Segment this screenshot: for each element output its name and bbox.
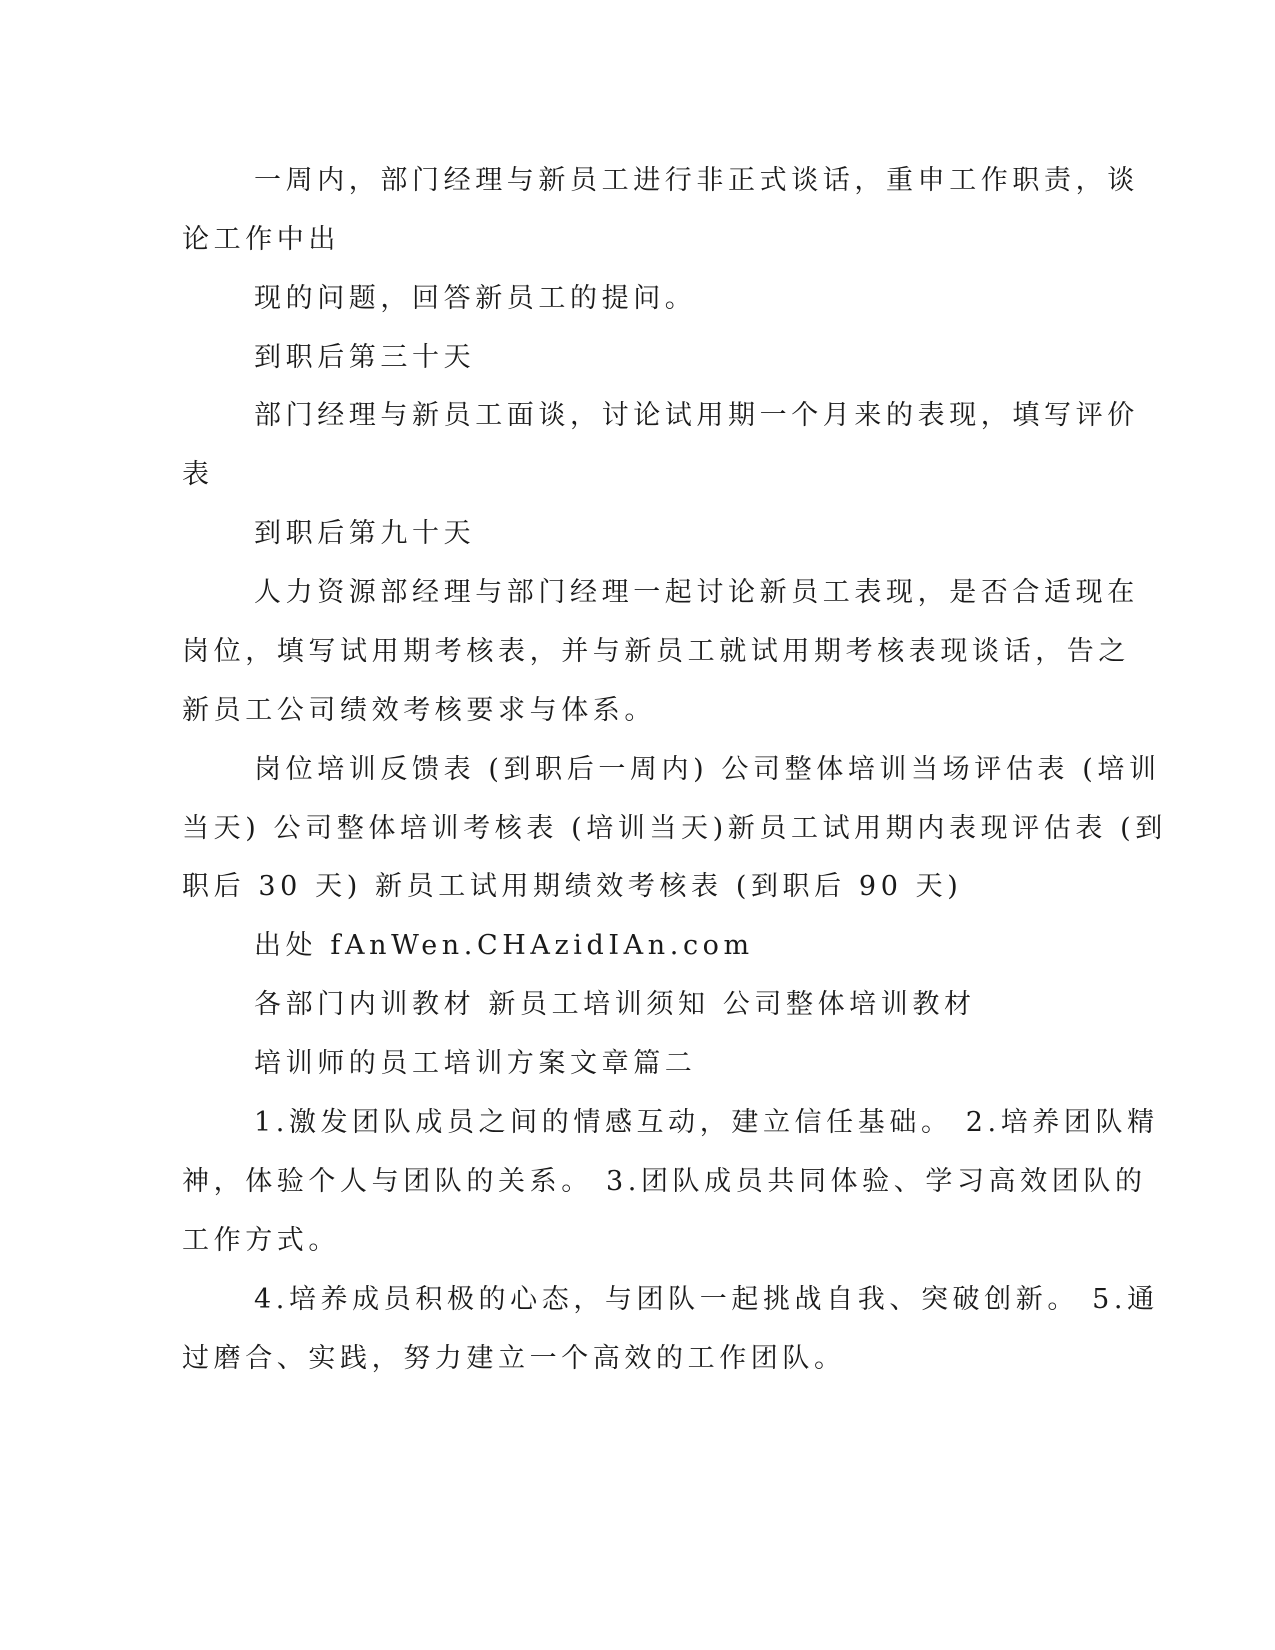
text-line: 新员工公司绩效考核要求与体系。 (182, 695, 656, 726)
text-line: 工作方式。 (182, 1225, 340, 1256)
text-line: 过磨合、实践，努力建立一个高效的工作团队。 (182, 1343, 846, 1374)
text-line: 到职后第九十天 (254, 518, 476, 549)
text-line: 神，体验个人与团队的关系。 3.团队成员共同体验、学习高效团队的 (182, 1166, 1147, 1197)
text-line: 职后 30 天) 新员工试用期绩效考核表 (到职后 90 天) (182, 871, 963, 902)
text-line: 部门经理与新员工面谈，讨论试用期一个月来的表现，填写评价 (254, 400, 1139, 431)
text-line: 岗位，填写试用期考核表，并与新员工就试用期考核表现谈话，告之 (182, 636, 1130, 667)
text-line: 岗位培训反馈表 (到职后一周内) 公司整体培训当场评估表 (培训 (254, 754, 1161, 785)
source-line: 出处 fAnWen.CHAzidIAn.com (254, 930, 754, 961)
section-heading: 培训师的员工培训方案文章篇二 (254, 1048, 697, 1079)
text-line: 4.培养成员积极的心态，与团队一起挑战自我、突破创新。 5.通 (254, 1284, 1159, 1315)
text-line: 一周内，部门经理与新员工进行非正式谈话，重申工作职责，谈 (254, 165, 1139, 196)
text-line: 当天) 公司整体培训考核表 (培训当天)新员工试用期内表现评估表 (到 (182, 813, 1167, 844)
text-line: 人力资源部经理与部门经理一起讨论新员工表现，是否合适现在 (254, 577, 1139, 608)
text-line: 论工作中出 (182, 224, 340, 255)
text-line: 表 (182, 459, 214, 490)
text-line: 1.激发团队成员之间的情感互动，建立信任基础。 2.培养团队精 (254, 1107, 1159, 1138)
text-line: 各部门内训教材 新员工培训须知 公司整体培训教材 (254, 989, 976, 1020)
text-line: 到职后第三十天 (254, 342, 476, 373)
text-line: 现的问题，回答新员工的提问。 (254, 283, 697, 314)
